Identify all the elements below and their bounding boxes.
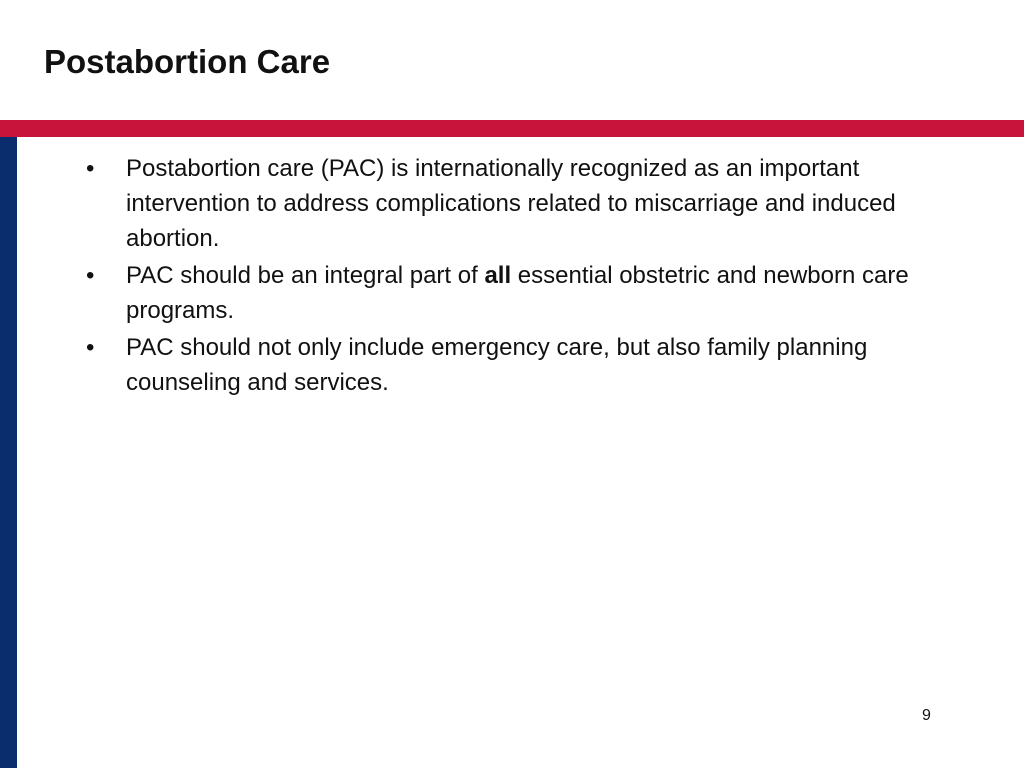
bullet-text: Postabortion care (PAC) is internationally recognized as an important intervention to address complications related to miscarriage and induced abortion.	[126, 155, 896, 252]
bullet-text-after: essential obstetric and newborn care programs.	[126, 262, 909, 324]
page-number: 9	[922, 707, 931, 724]
bullet-text-before: PAC should be an integral part of	[126, 262, 485, 289]
bullet-item	[86, 330, 916, 400]
header-accent-rule	[0, 120, 1024, 137]
bullet-item	[86, 151, 916, 256]
left-side-bar	[0, 137, 17, 768]
bullet-text-bold: all	[484, 262, 512, 289]
bullet-marker: •	[86, 262, 95, 289]
bullet-marker: •	[86, 155, 95, 182]
bullet-item	[86, 258, 916, 328]
bullet-text: PAC should not only include emergency care, but also family planning counseling and services.	[126, 334, 868, 396]
slide-title: Postabortion Care	[44, 43, 331, 80]
bullet-text	[126, 262, 909, 324]
bullet-marker: •	[86, 334, 95, 361]
bullet-list	[86, 151, 916, 402]
